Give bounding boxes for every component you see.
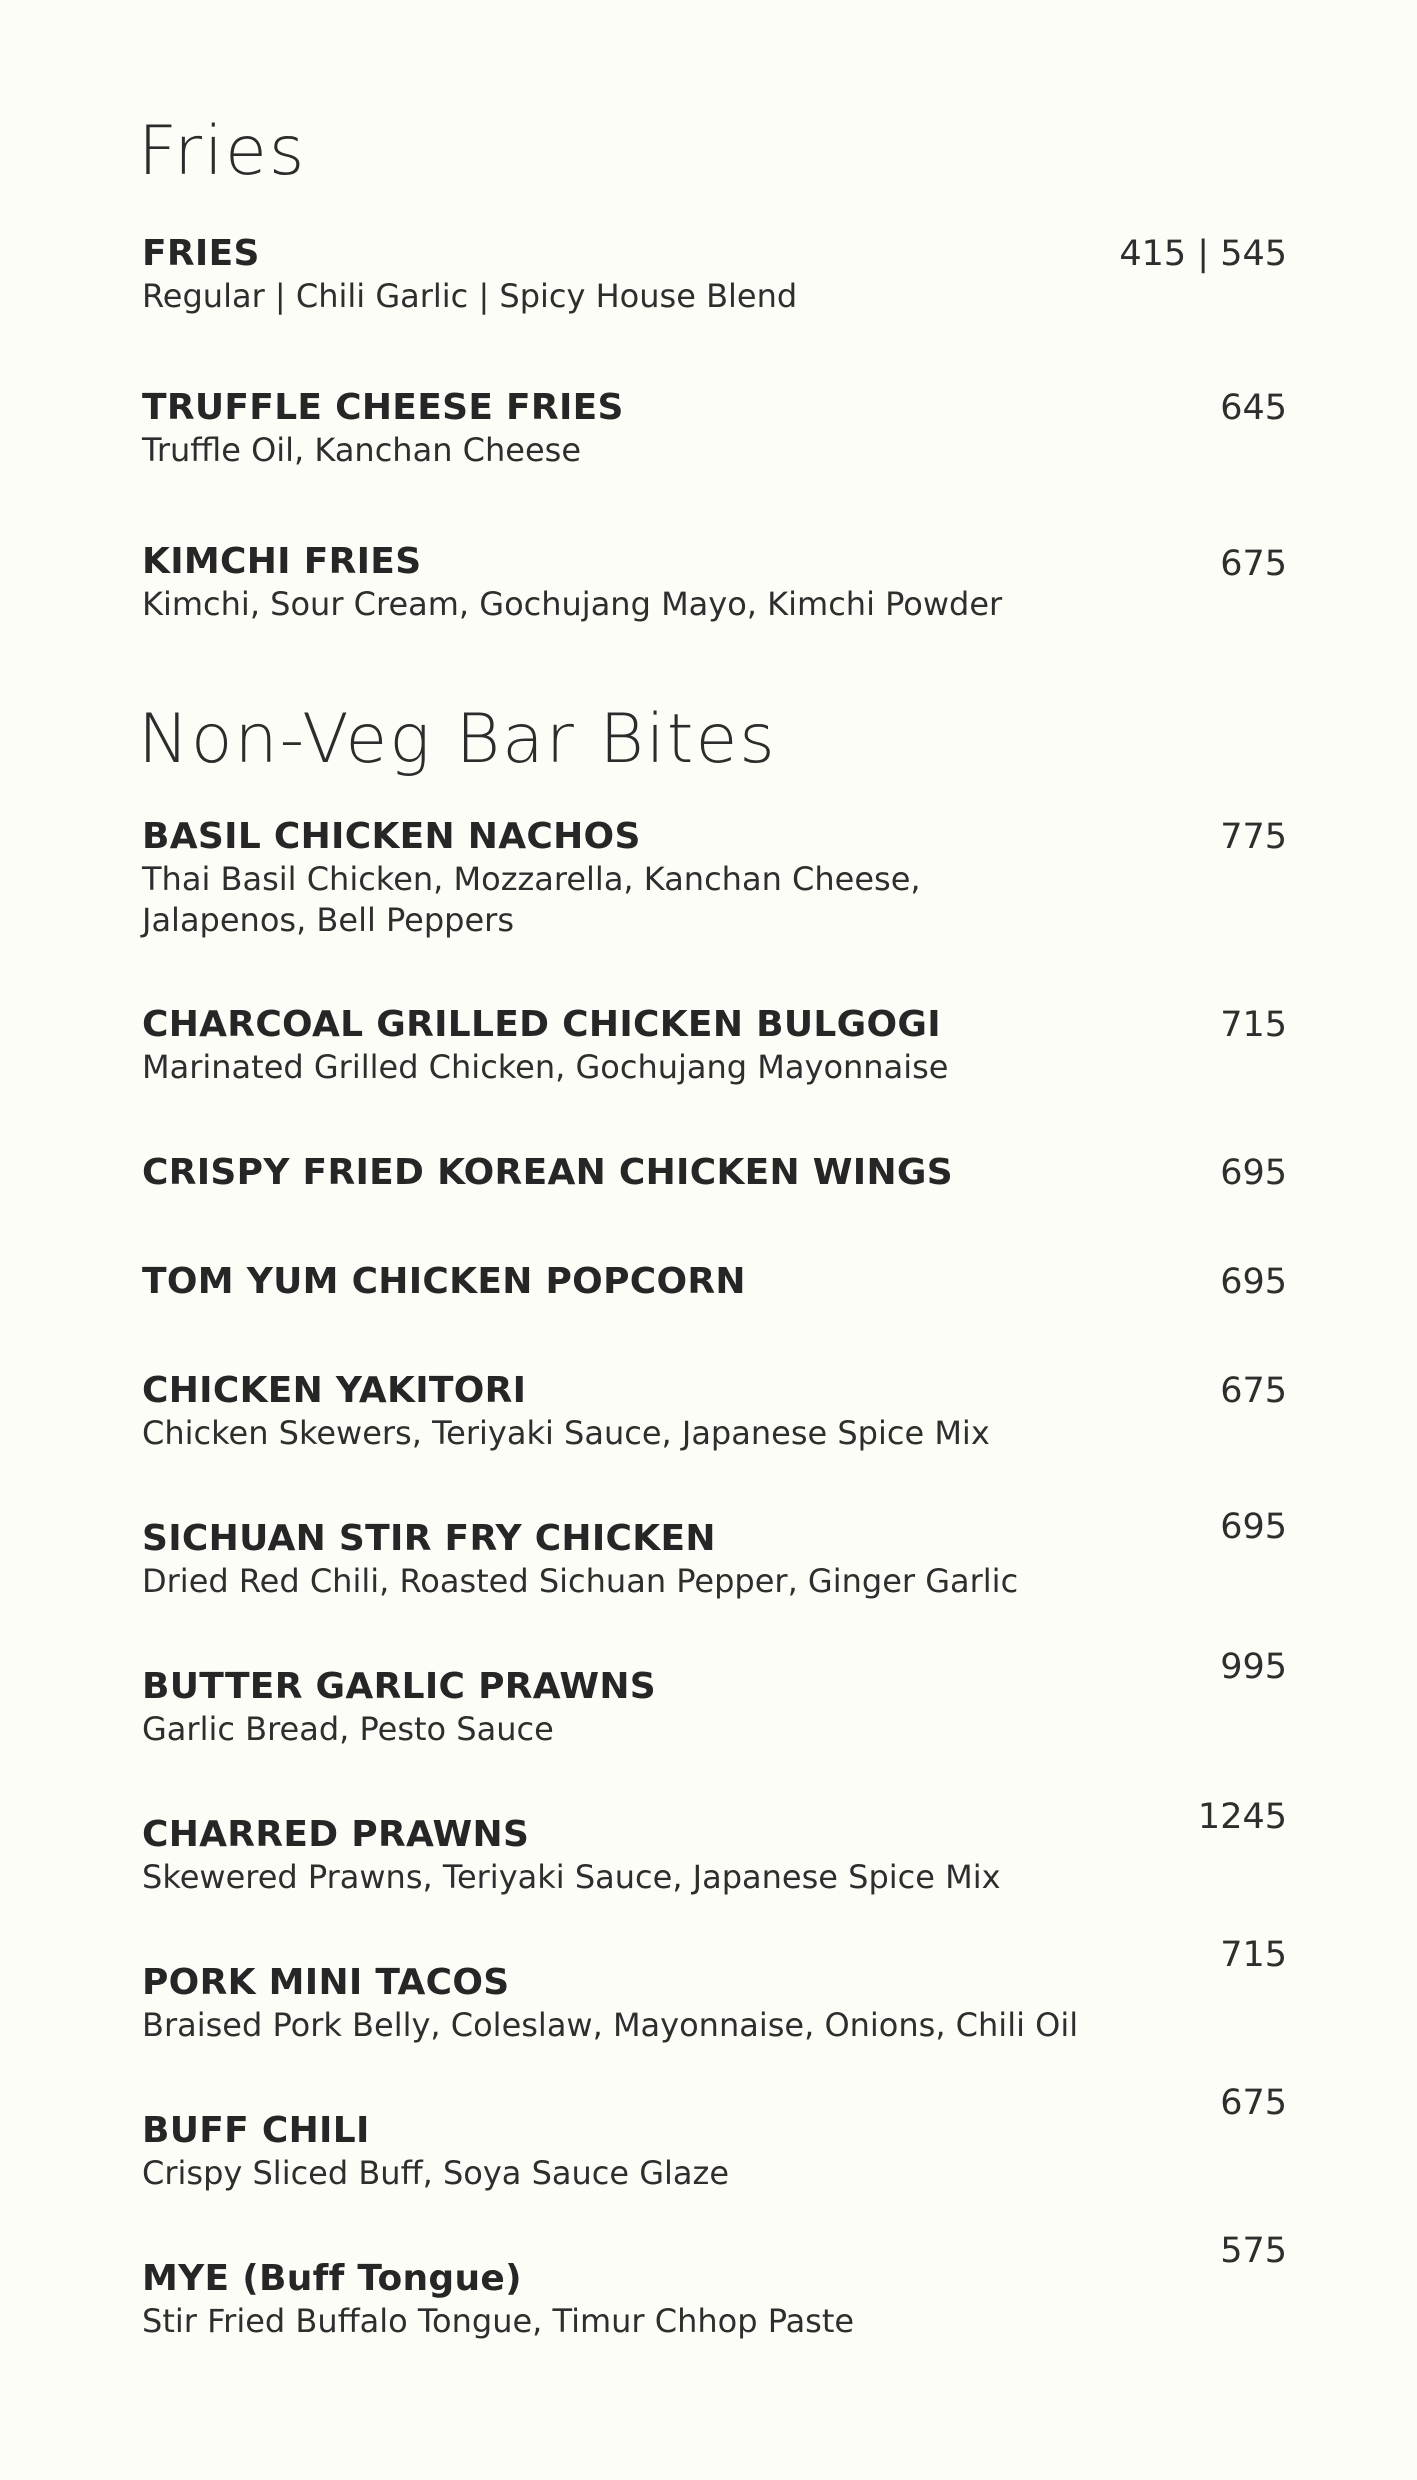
item-description: Kimchi, Sour Cream, Gochujang Mayo, Kimchi Powder [142, 585, 1003, 623]
item-price: 675 [1220, 1371, 1287, 1411]
item-price: 415 | 545 [1119, 234, 1287, 274]
menu-item-charcoal-grilled-chicken-bulgogi [142, 1003, 1287, 1088]
item-description: Skewered Prawns, Teriyaki Sauce, Japanese Spice Mix [142, 1858, 1001, 1896]
item-price: 695 [1220, 1262, 1287, 1302]
item-description: Truffle Oil, Kanchan Cheese [142, 431, 581, 469]
item-description: Braised Pork Belly, Coleslaw, Mayonnaise, Onions, Chili Oil [142, 2006, 1079, 2044]
menu-item-fries [142, 232, 1287, 317]
menu-item-butter-garlic-prawns [142, 1647, 1287, 1750]
item-description: Marinated Grilled Chicken, Gochujang Mayonnaise [142, 1048, 949, 1086]
item-name: SICHUAN STIR FRY CHICKEN [142, 1518, 716, 1559]
item-price: 695 [1220, 1153, 1287, 1193]
item-price: 715 [1220, 1935, 1287, 1975]
item-description: Garlic Bread, Pesto Sauce [142, 1710, 554, 1748]
item-name: CHARRED PRAWNS [142, 1814, 530, 1855]
item-name: TOM YUM CHICKEN POPCORN [142, 1261, 746, 1302]
item-name: BASIL CHICKEN NACHOS [142, 816, 641, 857]
item-name: KIMCHI FRIES [142, 541, 422, 582]
item-price: 675 [1220, 2083, 1287, 2123]
section-title-non-veg-bar-bites: Non-Veg Bar Bites [138, 700, 777, 779]
item-name: MYE (Buff Tongue) [142, 2258, 522, 2299]
menu-item-pork-mini-tacos [142, 1935, 1287, 2046]
item-name: TRUFFLE CHEESE FRIES [142, 387, 624, 428]
item-name: BUTTER GARLIC PRAWNS [142, 1666, 656, 1707]
item-price: 695 [1220, 1507, 1287, 1547]
menu-item-tom-yum-chicken-popcorn [142, 1260, 1287, 1304]
item-description: Dried Red Chili, Roasted Sichuan Pepper, Ginger Garlic [142, 1562, 1019, 1600]
item-price: 1245 [1197, 1797, 1287, 1837]
menu-item-charred-prawns [142, 1797, 1287, 1898]
item-description: Thai Basil Chicken, Mozzarella, Kanchan Cheese, Jalapenos, Bell Peppers [142, 860, 921, 939]
item-price: 715 [1220, 1005, 1287, 1045]
item-price: 575 [1220, 2231, 1287, 2271]
menu-item-chicken-yakitori [142, 1369, 1287, 1454]
item-price: 675 [1220, 544, 1287, 584]
menu-item-basil-chicken-nachos [142, 815, 1287, 941]
item-description: Regular | Chili Garlic | Spicy House Blend [142, 277, 798, 315]
item-name: CHICKEN YAKITORI [142, 1370, 527, 1411]
item-name: CRISPY FRIED KOREAN CHICKEN WINGS [142, 1152, 954, 1193]
item-name: PORK MINI TACOS [142, 1962, 510, 2003]
item-price: 645 [1220, 388, 1287, 428]
item-description: Chicken Skewers, Teriyaki Sauce, Japanese Spice Mix [142, 1414, 990, 1452]
menu-item-kimchi-fries [142, 540, 1287, 625]
item-price: 995 [1220, 1647, 1287, 1687]
item-name: CHARCOAL GRILLED CHICKEN BULGOGI [142, 1004, 941, 1045]
item-description: Crispy Sliced Buff, Soya Sauce Glaze [142, 2154, 730, 2192]
menu-item-truffle-cheese-fries [142, 386, 1287, 471]
section-title-fries: Fries [138, 112, 307, 191]
item-name: FRIES [142, 233, 260, 274]
item-price: 775 [1220, 817, 1287, 857]
menu-item-mye-buff-tongue [142, 2231, 1287, 2342]
item-description: Stir Fried Buffalo Tongue, Timur Chhop Paste [142, 2302, 855, 2340]
item-name: BUFF CHILI [142, 2110, 370, 2151]
menu-item-sichuan-stir-fry-chicken [142, 1507, 1287, 1602]
menu-item-buff-chili [142, 2083, 1287, 2194]
menu-item-crispy-fried-korean-chicken-wings [142, 1151, 1287, 1195]
